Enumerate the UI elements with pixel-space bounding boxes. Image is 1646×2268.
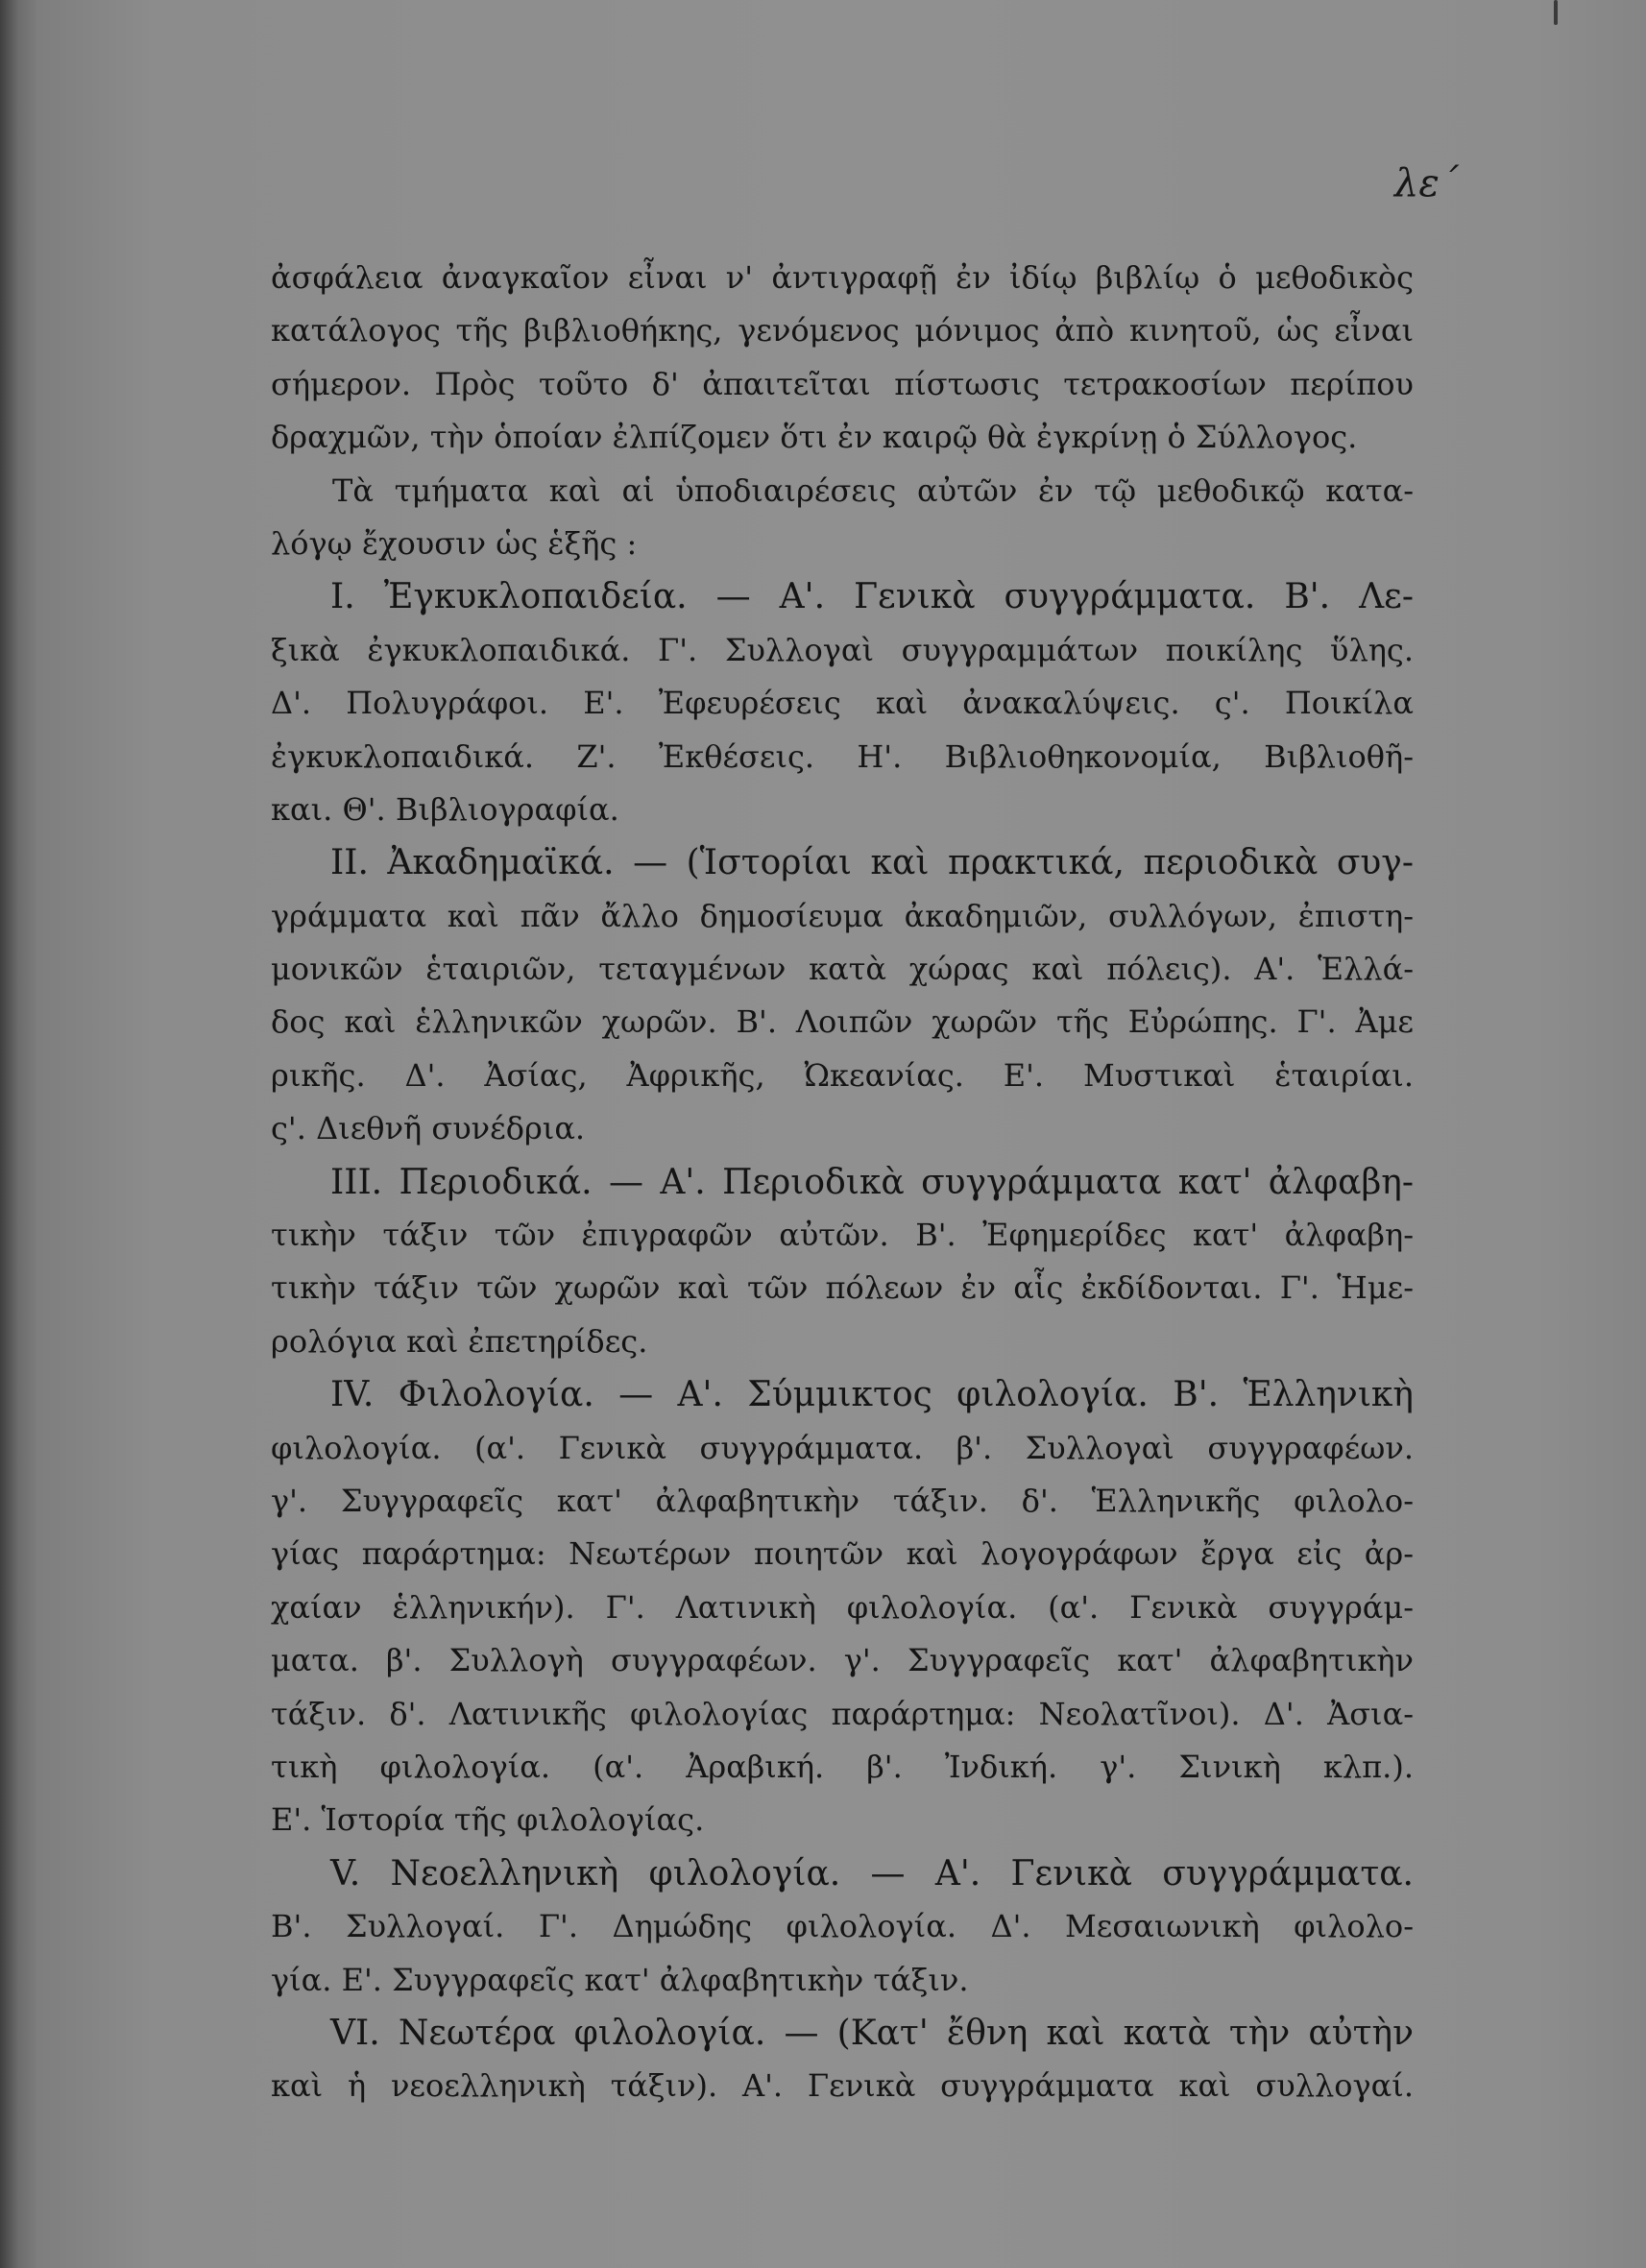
text-line: ς'. Διεθνῆ συνέδρια. [271, 1110, 586, 1147]
text-line: κατάλογος τῆς βιβλιοθήκης, γενόμενος μόνιμος ἀπὸ κινητοῦ, ὡς εἶναι [271, 312, 1414, 350]
text-line: τικὴν τάξιν τῶν χωρῶν καὶ τῶν πόλεων ἐν αἷς ἐκδίδονται. Γ'. Ἡμε- [271, 1269, 1414, 1307]
text-line: τικὴν τάξιν τῶν ἐπιγραφῶν αὐτῶν. Β'. Ἐφημερίδες κατ' ἀλφαβη- [271, 1217, 1414, 1254]
text-line: δος καὶ ἑλληνικῶν χωρῶν. Β'. Λοιπῶν χωρῶν τῆς Εὐρώπης. Γ'. Ἀμε [271, 1003, 1414, 1041]
text-line: Ε'. Ἱστορία τῆς φιλολογίας. [271, 1801, 705, 1839]
text-line: φιλολογία. (α'. Γενικὰ συγγράμματα. β'. Συλλογαὶ συγγραφέων. [271, 1429, 1414, 1466]
text-line: καὶ ἡ νεοελληνικὴ τάξιν). Α'. Γενικὰ συγγράμματα καὶ συλλογαί. [271, 2067, 1414, 2105]
text-line: γ'. Συγγραφεῖς κατ' ἀλφαβητικὴν τάξιν. δ'. Ἑλληνικῆς φιλολο- [271, 1482, 1414, 1519]
text-line: Β'. Συλλογαί. Γ'. Δημώδης φιλολογία. Δ'. Μεσαιωνικὴ φιλολο- [271, 1908, 1414, 1945]
text-line: ἀσφάλεια ἀναγκαῖον εἶναι ν' ἀντιγραφῇ ἐν ἰδίῳ βιβλίῳ ὁ μεθοδικὸς [271, 259, 1414, 296]
text-line: λόγῳ ἔχουσιν ὡς ἑξῆς : [271, 524, 638, 562]
page-number: λε΄ [1394, 161, 1459, 205]
text-line: μονικῶν ἑταιριῶν, τεταγμένων κατὰ χώρας καὶ πόλεις). Α'. Ἑλλά- [271, 951, 1414, 988]
text-line: ρολόγια καὶ ἐπετηρίδες. [271, 1322, 648, 1360]
text-line: V. Νεοελληνικὴ φιλολογία. — Α'. Γενικὰ συγγράμματα. [330, 1853, 1414, 1894]
text-line: Τὰ τμήματα καὶ αἱ ὑποδιαιρέσεις αὐτῶν ἐν τῷ μεθοδικῷ κατα- [332, 471, 1414, 509]
text-line: ξικὰ ἐγκυκλοπαιδικά. Γ'. Συλλογαὶ συγγραμμάτων ποικίλης ὕλης. [271, 631, 1414, 668]
text-line: τικὴ φιλολογία. (α'. Ἀραβική. β'. Ἰνδική. γ'. Σινικὴ κλπ.). [271, 1748, 1414, 1785]
text-line: VI. Νεωτέρα φιλολογία. — (Κατ' ἔθνη καὶ κατὰ τὴν αὐτὴν [330, 2013, 1414, 2053]
page-binding-edge [0, 0, 17, 2268]
text-line: Δ'. Πολυγράφοι. Ε'. Ἐφευρέσεις καὶ ἀνακαλύψεις. ς'. Ποικίλα [271, 685, 1414, 722]
text-line: I. Ἐγκυκλοπαιδεία. — Α'. Γενικὰ συγγράμματα. Β'. Λε- [330, 577, 1414, 617]
text-line: ματα. β'. Συλλογὴ συγγραφέων. γ'. Συγγραφεῖς κατ' ἀλφαβητικὴν [271, 1642, 1414, 1679]
corner-mark [1554, 0, 1558, 25]
body-text [271, 252, 1414, 2113]
text-line: δραχμῶν, τὴν ὁποίαν ἐλπίζομεν ὅτι ἐν καιρῷ θὰ ἐγκρίνῃ ὁ Σύλλογος. [271, 419, 1358, 456]
text-line: σήμερον. Πρὸς τοῦτο δ' ἀπαιτεῖται πίστωσις τετρακοσίων περίπου [271, 365, 1414, 402]
text-line: γράμματα καὶ πᾶν ἄλλο δημοσίευμα ἀκαδημιῶν, συλλόγων, ἐπιστη- [271, 897, 1414, 934]
text-line: III. Περιοδικά. — Α'. Περιοδικὰ συγγράμματα κατ' ἀλφαβη- [330, 1162, 1414, 1202]
text-line: γία. Ε'. Συγγραφεῖς κατ' ἀλφαβητικὴν τάξιν. [271, 1961, 969, 1998]
text-line: II. Ἀκαδημαϊκά. — (Ἱστορίαι καὶ πρακτικά, περιοδικὰ συγ- [330, 843, 1414, 883]
text-line: χαίαν ἑλληνικήν). Γ'. Λατινικὴ φιλολογία. (α'. Γενικὰ συγγράμ- [271, 1588, 1414, 1626]
text-line: και. Θ'. Βιβλιογραφία. [271, 790, 619, 828]
text-line: τάξιν. δ'. Λατινικῆς φιλολογίας παράρτημα: Νεολατῖνοι). Δ'. Ἀσια- [271, 1695, 1414, 1732]
text-line: ἐγκυκλοπαιδικά. Ζ'. Ἐκθέσεις. Η'. Βιβλιοθηκονομία, Βιβλιοθῆ- [271, 737, 1414, 775]
text-line: γίας παράρτημα: Νεωτέρων ποιητῶν καὶ λογογράφων ἔργα εἰς ἀρ- [271, 1535, 1414, 1573]
text-line: ρικῆς. Δ'. Ἀσίας, Ἀφρικῆς, Ὠκεανίας. Ε'. Μυστικαὶ ἑταιρίαι. [271, 1056, 1414, 1094]
text-line: IV. Φιλολογία. — Α'. Σύμμικτος φιλολογία. Β'. Ἑλληνικὴ [330, 1375, 1414, 1415]
